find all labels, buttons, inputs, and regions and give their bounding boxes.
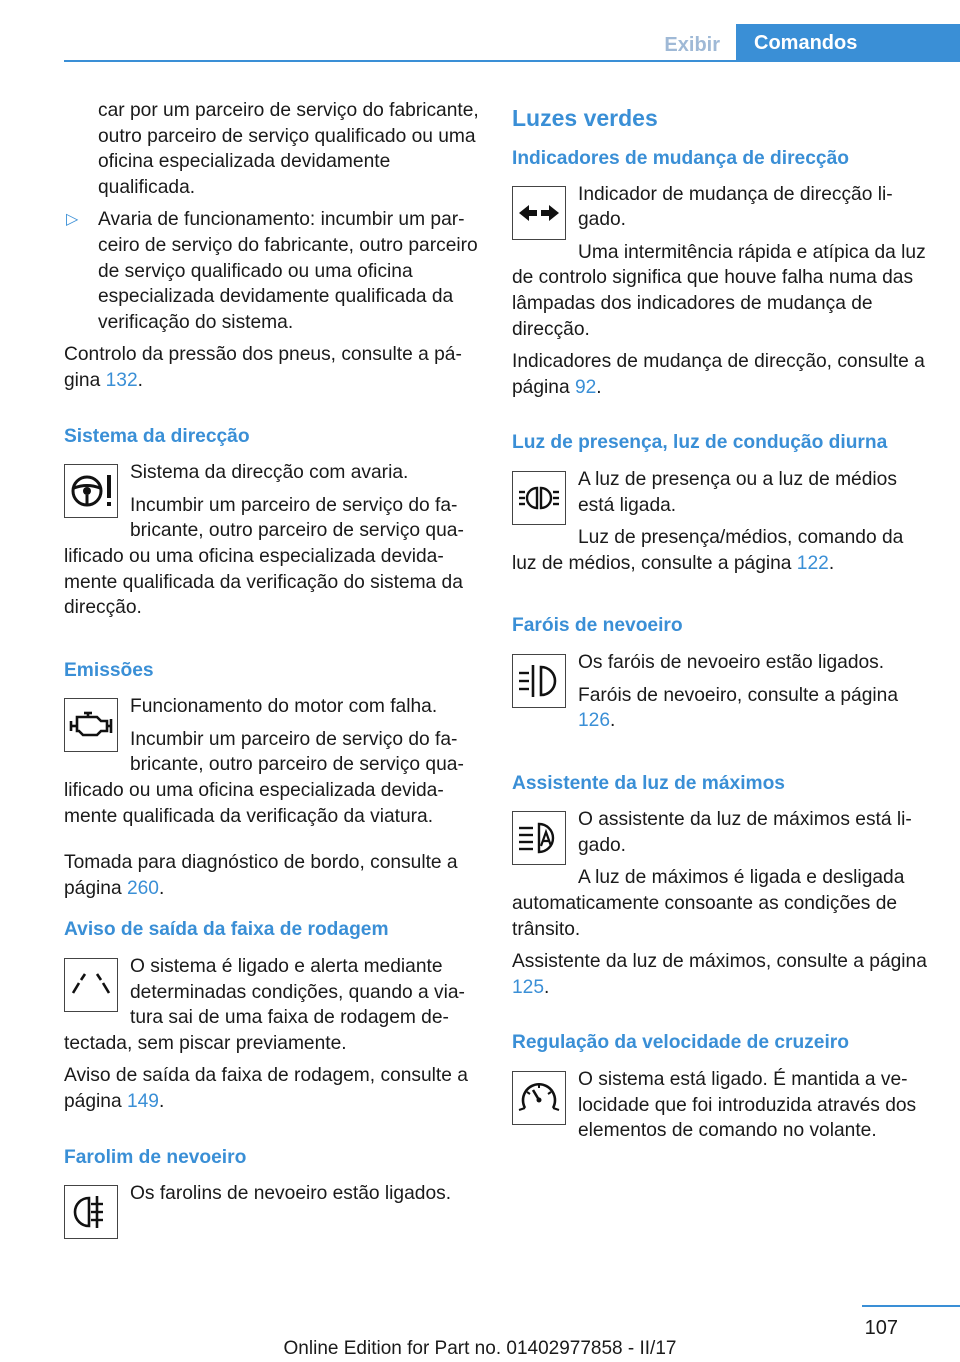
page-link-132[interactable]: 132 bbox=[105, 369, 138, 391]
turn-reference: Indicadores de mudança de direcção, consulte a página 92. bbox=[512, 351, 925, 398]
page-link-92[interactable]: 92 bbox=[574, 376, 597, 398]
high-beam-assist-entry bbox=[512, 807, 928, 949]
turn-signal-entry bbox=[512, 182, 928, 350]
steering-heading: Sistema da direcção bbox=[64, 425, 250, 447]
cruise-p1: O sistema está ligado. É mantida a velocidade que foi introduzida através dos elementos de comando no volante. bbox=[578, 1069, 917, 1142]
page-link-126[interactable]: 126 bbox=[578, 710, 611, 732]
page-link-125[interactable]: 125 bbox=[512, 976, 545, 998]
front-fog-reference: Faróis de nevoeiro, consulte a página 126. bbox=[578, 684, 898, 732]
front-fog-light-icon bbox=[512, 654, 566, 708]
turn-signal-heading: Indicadores de mudança de direcção bbox=[512, 148, 849, 169]
right-column bbox=[512, 98, 928, 1151]
page-link-260[interactable]: 260 bbox=[126, 877, 159, 899]
page-header bbox=[64, 24, 960, 64]
cruise-control-entry bbox=[512, 1067, 928, 1151]
steering-p1: Sistema da direcção com avaria. bbox=[130, 462, 409, 484]
lane-departure-icon bbox=[64, 958, 118, 1012]
left-column bbox=[64, 98, 480, 1243]
steering-entry bbox=[64, 460, 480, 628]
hba-ref-text: Assistente da luz de máximos, consulte a página bbox=[512, 951, 927, 973]
header-rule bbox=[64, 60, 960, 62]
green-lights-heading: Luzes verdes bbox=[512, 105, 658, 131]
parking-reference: Luz de presença/médios, comando da luz de médios, consulte a página 122. bbox=[512, 527, 904, 574]
high-beam-assist-heading: Assistente da luz de máximos bbox=[512, 772, 785, 794]
rear-fog-light-icon bbox=[64, 1185, 118, 1239]
cruise-control-heading: Regulação da velocidade de cruzeiro bbox=[512, 1032, 849, 1054]
rear-fog-p1: Os farolins de nevoeiro estão ligados. bbox=[130, 1183, 452, 1205]
tab-comandos[interactable]: Comandos bbox=[736, 24, 960, 62]
lane-p1: O sistema é ligado e alerta mediante determinadas condições, quando a viatura sai de uma faixa de rodagem detectada, sem piscar previamente. bbox=[64, 956, 465, 1054]
page-link-149[interactable]: 149 bbox=[126, 1091, 159, 1112]
lane-ref-text: Aviso de saída da faixa de rodagem, consulte a página bbox=[64, 1065, 468, 1112]
bullet-item bbox=[64, 207, 480, 335]
hba-p1: O assistente da luz de máximos está ligado. bbox=[578, 809, 912, 856]
parking-p1: A luz de presença ou a luz de médios está ligada. bbox=[578, 468, 897, 516]
lane-reference: Aviso de saída da faixa de rodagem, consulte a página 149. bbox=[64, 1065, 468, 1112]
tpms-text: Controlo da pressão dos pneus, consulte a página bbox=[64, 344, 462, 391]
turn-p1: Indicador de mudança de direcção ligado. bbox=[578, 183, 893, 231]
rear-fog-heading: Farolim de nevoeiro bbox=[64, 1146, 247, 1168]
hba-p2: A luz de máximos é ligada e desligada automaticamente consoante as condições de trânsito. bbox=[512, 867, 905, 940]
lane-entry bbox=[64, 954, 480, 1063]
rear-fog-entry bbox=[64, 1181, 480, 1243]
turn-p2: Uma intermitência rápida e atípica da luz de controlo significa que houve falha numa das lâmpadas dos indicadores de mudança de direcção. bbox=[512, 241, 926, 340]
page-link-122[interactable]: 122 bbox=[796, 552, 829, 574]
hba-reference: Assistente da luz de máximos, consulte a página 125. bbox=[512, 951, 927, 998]
high-beam-assist-icon bbox=[512, 811, 566, 865]
turn-ref-text: Indicadores de mudança de direcção, consulte a página bbox=[512, 351, 925, 398]
diagnosis-reference: Tomada para diagnóstico de bordo, consulte a página 260. bbox=[64, 852, 458, 899]
parking-light-heading: Luz de presença, luz de condução diurna bbox=[512, 432, 888, 454]
steering-p2: Incumbir um parceiro de serviço do fabricante, outro parceiro de serviço qualificado ou uma oficina especializada devidamente qualificada da verificação do sistema da direcção. bbox=[64, 494, 464, 619]
page-number: 107 bbox=[864, 1317, 898, 1339]
steering-warning-icon bbox=[64, 464, 118, 518]
parking-light-icon bbox=[512, 471, 566, 525]
triangle-bullet-icon: ▷ bbox=[66, 211, 79, 229]
emissions-heading: Emissões bbox=[64, 659, 154, 681]
front-fog-entry bbox=[512, 650, 928, 741]
lane-heading: Aviso de saída da faixa de rodagem bbox=[64, 919, 389, 941]
parking-light-entry bbox=[512, 467, 928, 583]
turn-signal-icon bbox=[512, 186, 566, 240]
front-fog-ref-text: Faróis de nevoeiro, consulte a página bbox=[578, 684, 898, 706]
cruise-control-icon bbox=[512, 1071, 566, 1125]
bullet-text: Avaria de funcionamento: incumbir um parceiro de serviço do fabricante, outro parceiro de serviço qualificado ou uma oficina especializada devidamente qualificada da verificação do sistema. bbox=[98, 209, 478, 333]
front-fog-p1: Os faróis de nevoeiro estão ligados. bbox=[578, 651, 885, 673]
emissions-entry bbox=[64, 694, 480, 836]
continued-paragraph: car por um parceiro de serviço do fabricante, outro parceiro de serviço qualificado ou uma oficina especializada devidamente qualificada. bbox=[98, 100, 479, 198]
parking-ref-text: Luz de presença/médios, comando da luz de médios, consulte a página bbox=[512, 527, 904, 574]
page-number-rule bbox=[862, 1305, 960, 1307]
tab-exibir[interactable]: Exibir bbox=[664, 34, 720, 56]
emissions-p2: Incumbir um parceiro de serviço do fabricante, outro parceiro de serviço qualificado ou uma oficina especializada devidamente qualificada da verificação da viatura. bbox=[64, 728, 464, 827]
tpms-reference: Controlo da pressão dos pneus, consulte a página 132. bbox=[64, 344, 462, 391]
front-fog-heading: Faróis de nevoeiro bbox=[512, 615, 683, 637]
emissions-p1: Funcionamento do motor com falha. bbox=[130, 696, 438, 718]
diagnosis-text: Tomada para diagnóstico de bordo, consulte a página bbox=[64, 852, 458, 899]
footer-edition: Online Edition for Part no. 01402977858 - II/17 bbox=[283, 1338, 677, 1359]
engine-icon bbox=[64, 698, 118, 752]
